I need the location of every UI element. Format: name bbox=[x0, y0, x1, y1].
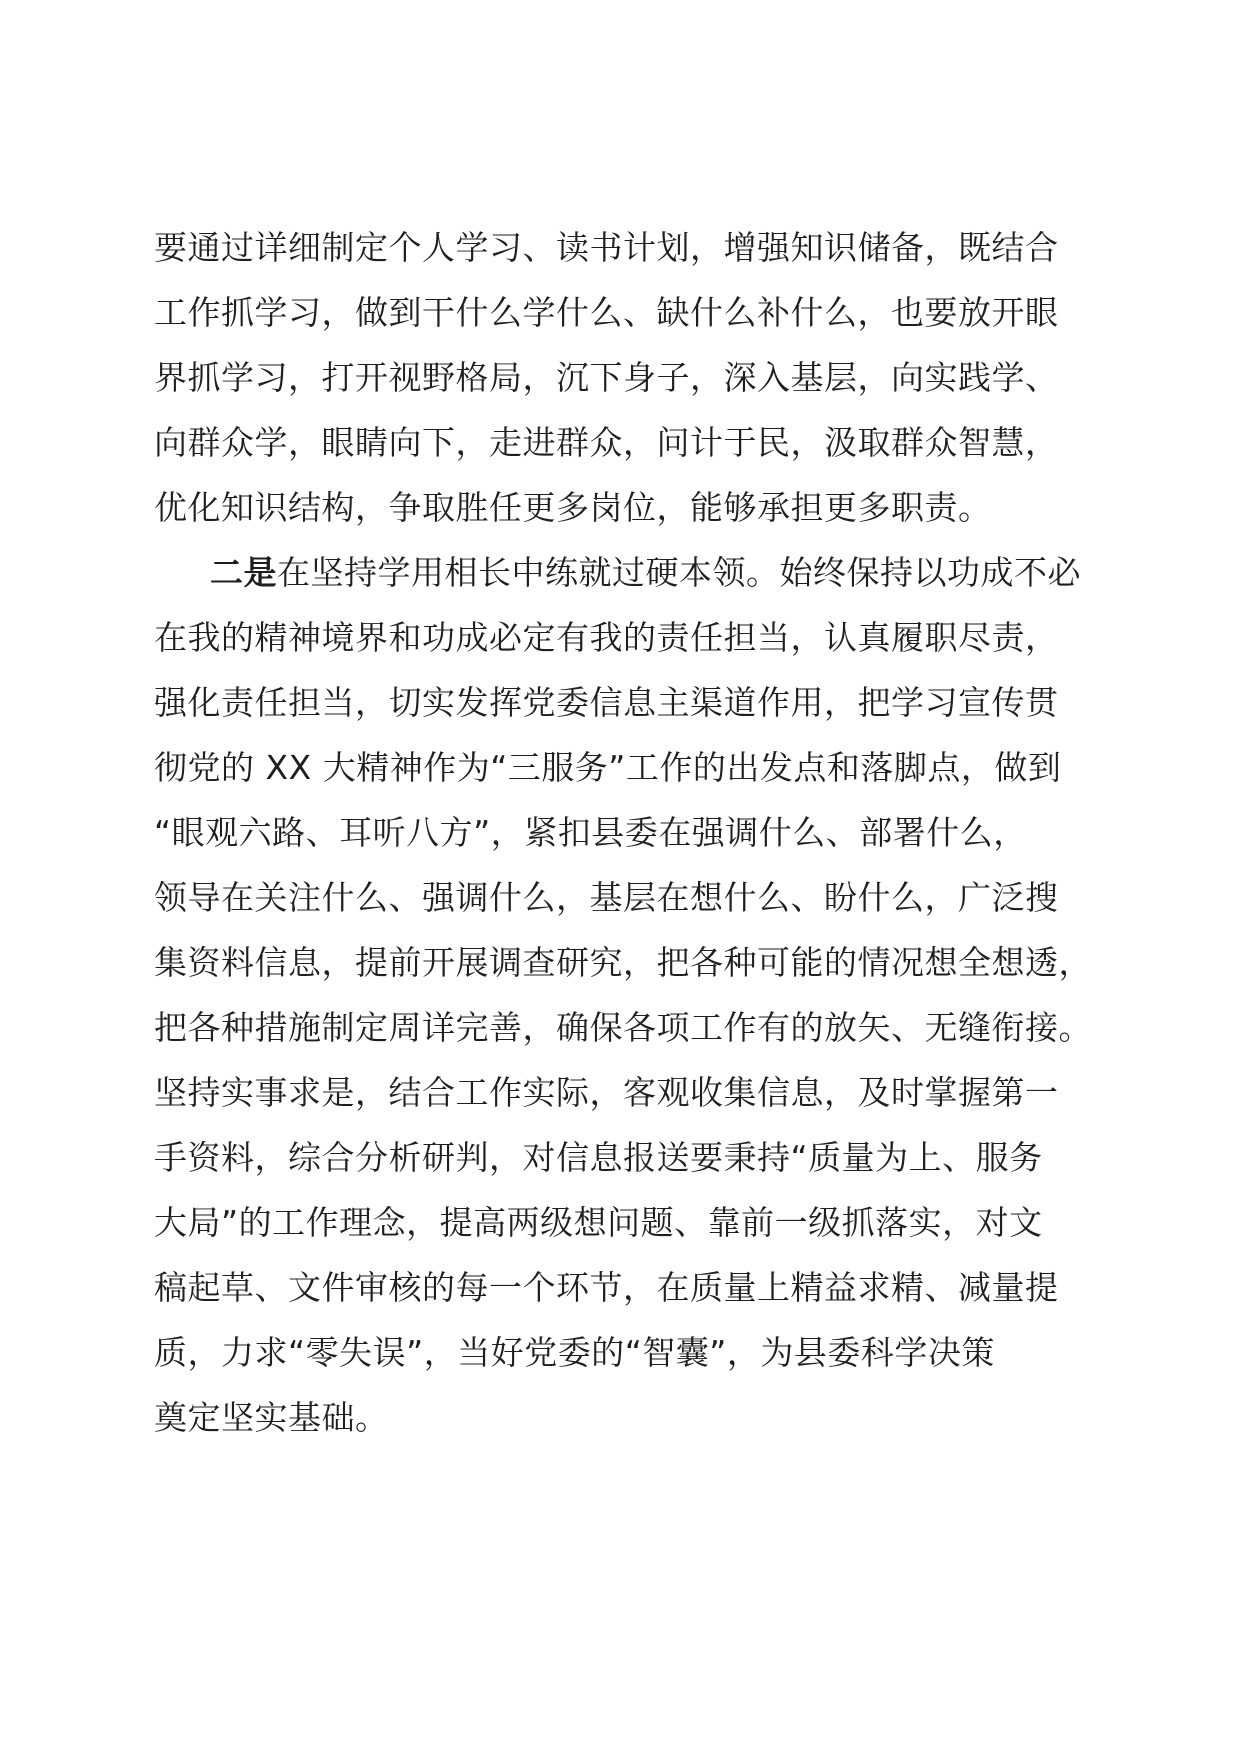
paragraph-lead: 二是 bbox=[210, 553, 277, 592]
text-line: 领导在关注什么、强调什么，基层在想什么、盼什么，广泛搜 bbox=[154, 878, 1059, 917]
text-line: 稿起草、文件审核的每一个环节，在质量上精益求精、减量提 bbox=[154, 1268, 1059, 1307]
text-line: 在我的精神境界和功成必定有我的责任担当，认真履职尽责， bbox=[154, 618, 1059, 657]
text-line: 大局”的工作理念，提高两级想问题、靠前一级抓落实，对文 bbox=[154, 1203, 1043, 1242]
text-line: “眼观六路、耳听八方”，紧扣县委在强调什么、部署什么， bbox=[154, 813, 1027, 852]
text-line: 质，力求“零失误”，当好党委的“智囊”，为县委科学决策 bbox=[154, 1333, 995, 1372]
text-line: 强化责任担当，切实发挥党委信息主渠道作用，把学习宣传贯 bbox=[154, 683, 1059, 722]
text-line: 集资料信息，提前开展调查研究，把各种可能的情况想全想透， bbox=[154, 943, 1092, 982]
text-span: 在坚持学用相长中练就过硬本领。始终保持以功成不必 bbox=[277, 553, 1081, 592]
text-line: 坚持实事求是，结合工作实际，客观收集信息，及时掌握第一 bbox=[154, 1073, 1059, 1112]
text-line: 彻党的 XX 大精神作为“三服务”工作的出发点和落脚点，做到 bbox=[154, 748, 1062, 787]
paragraph-2-first-line bbox=[154, 540, 1094, 605]
text-line: 把各种措施制定周详完善，确保各项工作有的放矢、无缝衔接。 bbox=[154, 1008, 1092, 1047]
text-line: 要通过详细制定个人学习、读书计划，增强知识储备，既结合 bbox=[154, 228, 1059, 267]
text-line: 向群众学，眼睛向下，走进群众，问计于民，汲取群众智慧， bbox=[154, 423, 1059, 462]
text-line: 界抓学习，打开视野格局，沉下身子，深入基层，向实践学、 bbox=[154, 358, 1059, 397]
text-line: 手资料，综合分析研判，对信息报送要秉持“质量为上、服务 bbox=[154, 1138, 1043, 1177]
text-line: 奠定坚实基础。 bbox=[154, 1398, 389, 1437]
text-line: 优化知识结构，争取胜任更多岗位，能够承担更多职责。 bbox=[154, 488, 992, 527]
text-line: 工作抓学习，做到干什么学什么、缺什么补什么，也要放开眼 bbox=[154, 293, 1059, 332]
body-text bbox=[154, 215, 1094, 1450]
